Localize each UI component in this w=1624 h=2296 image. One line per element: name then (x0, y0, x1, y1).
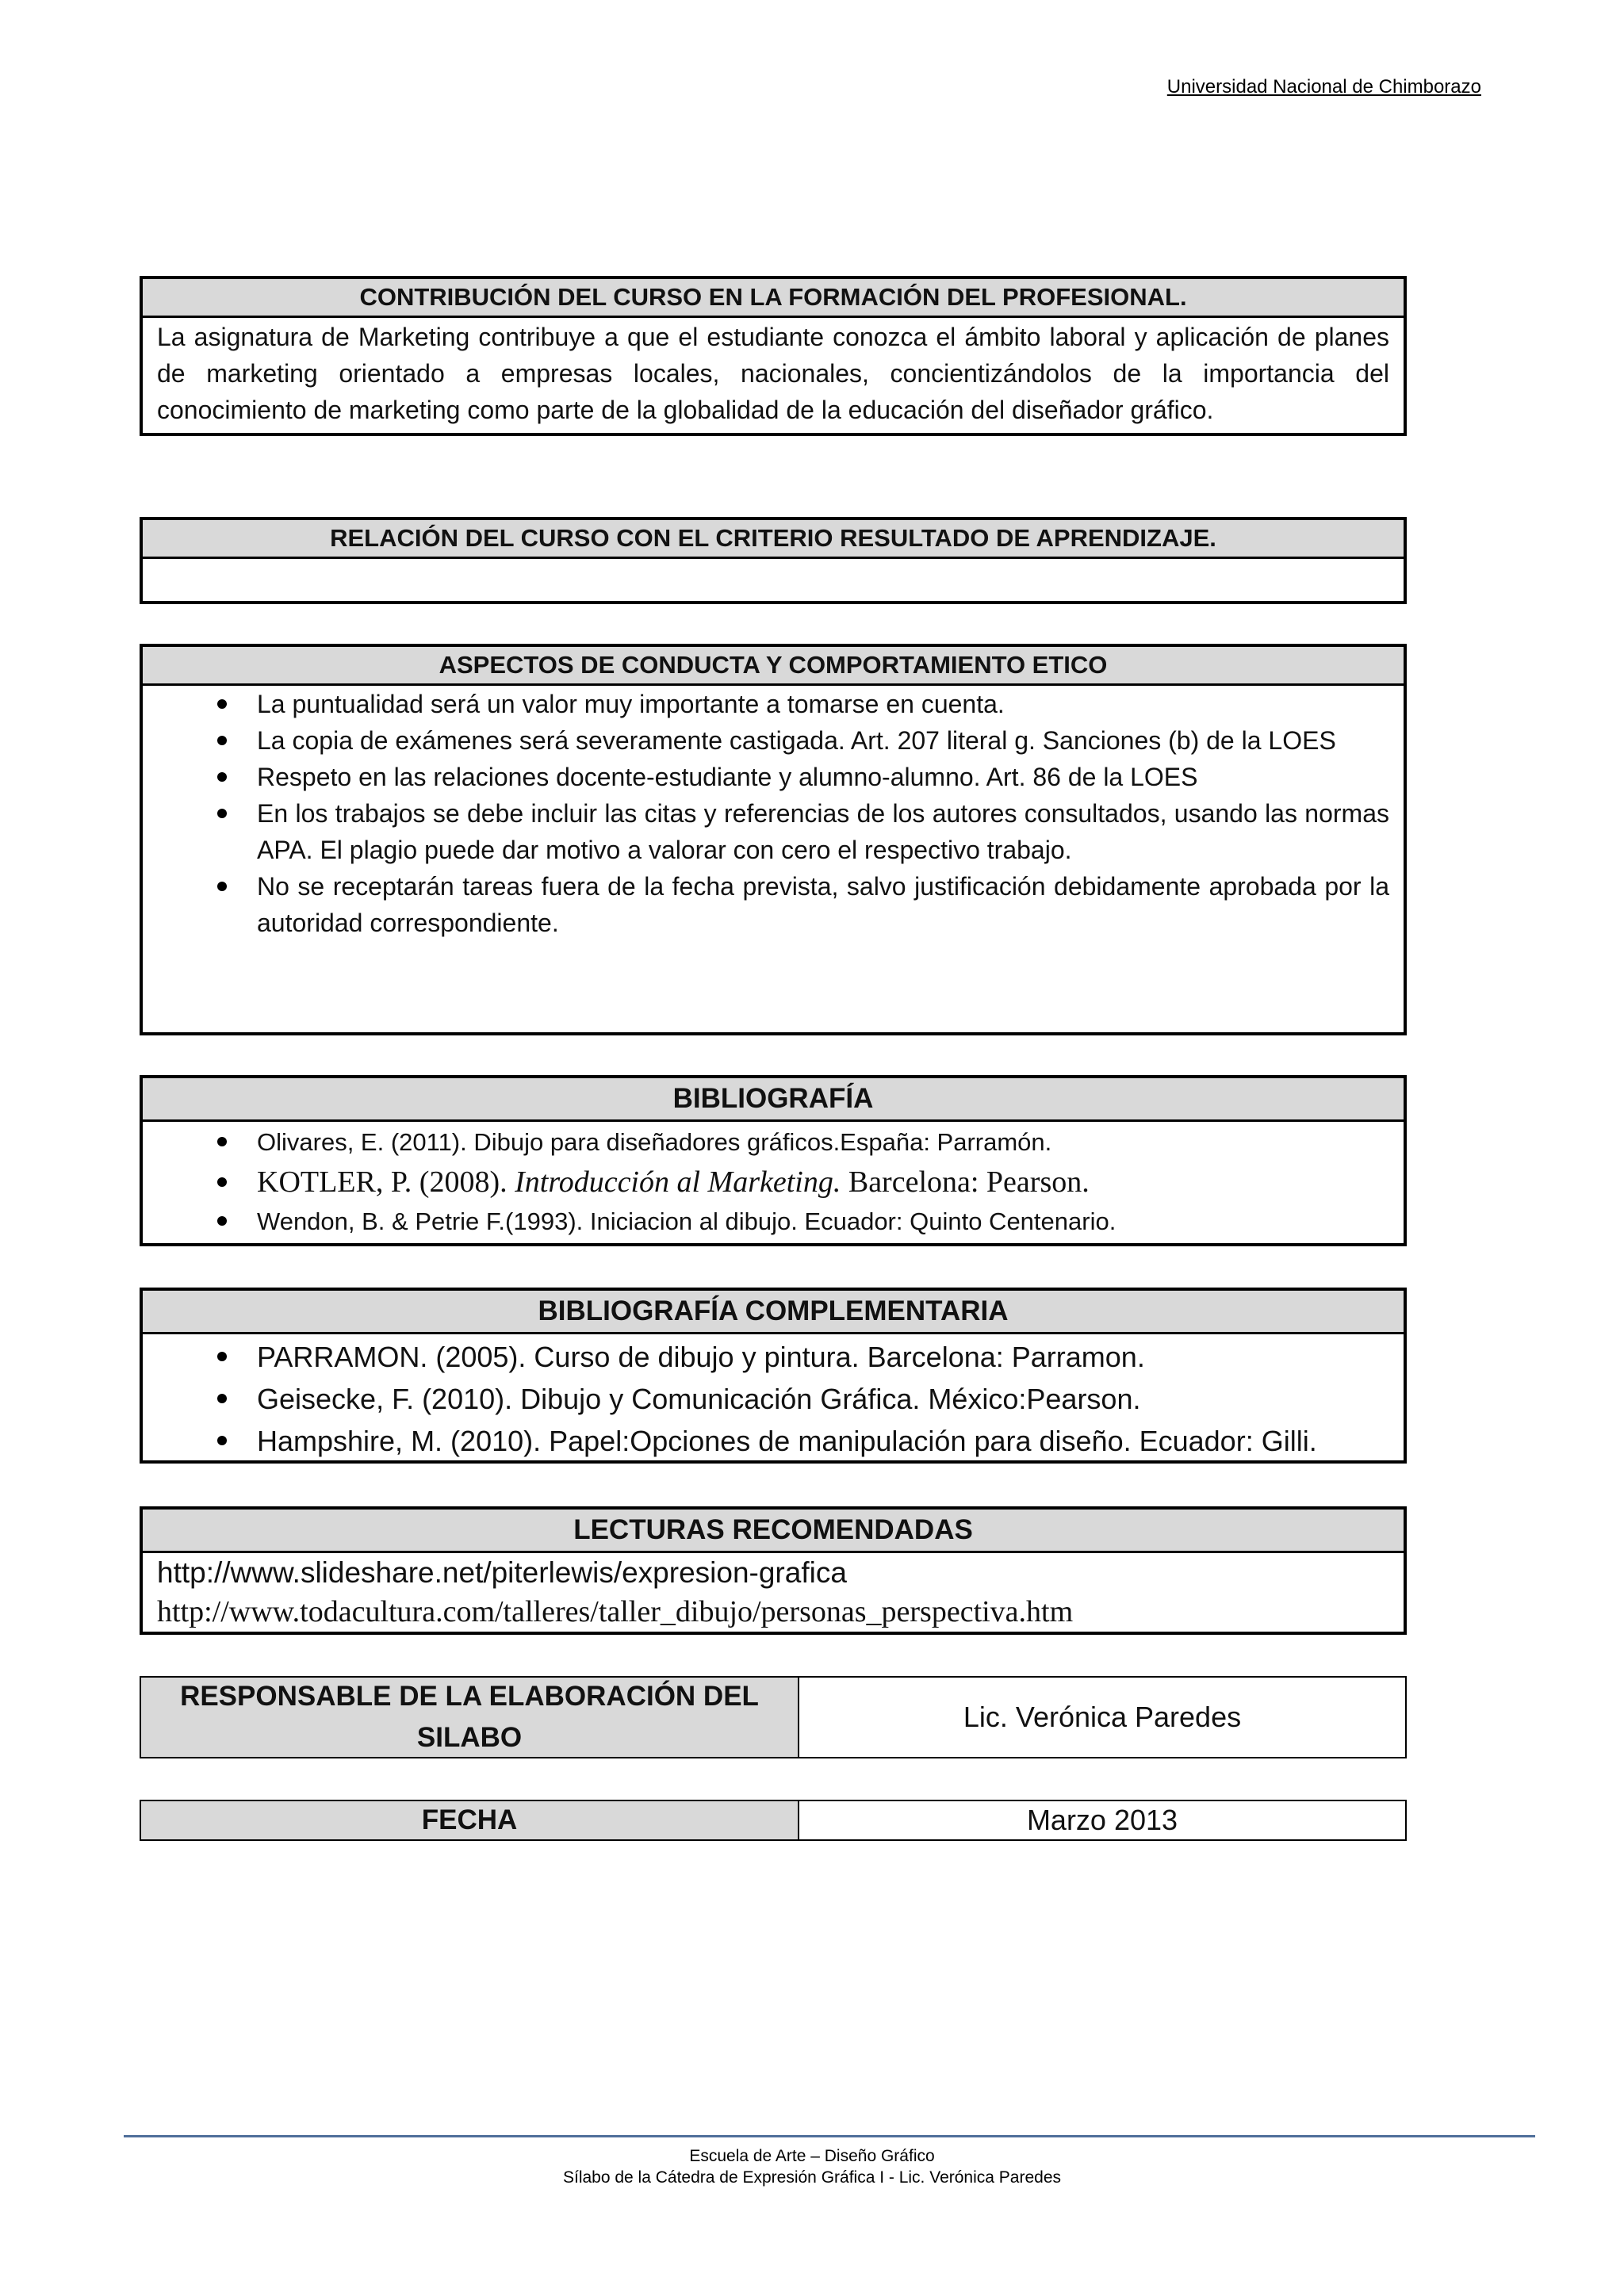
bullet-icon (217, 736, 227, 745)
list-item: Respeto en las relaciones docente-estudiante y alumno-alumno. Art. 86 de la LOES (157, 759, 1389, 795)
list-item: Olivares, E. (2011). Dibujo para diseñadores gráficos.España: Parramón. (157, 1123, 1389, 1161)
section-title: CONTRIBUCIÓN DEL CURSO EN LA FORMACIÓN DEL PROFESIONAL. (143, 279, 1404, 318)
page-header-institution: Universidad Nacional de Chimborazo (1166, 76, 1481, 98)
fecha-value: Marzo 2013 (1026, 1804, 1178, 1836)
bullet-icon (217, 772, 227, 782)
fecha-row (140, 1800, 1407, 1841)
section-title: LECTURAS RECOMENDADAS (143, 1510, 1404, 1553)
section-title: BIBLIOGRAFÍA (143, 1078, 1404, 1122)
section-title: RELACIÓN DEL CURSO CON EL CRITERIO RESULTADO DE APRENDIZAJE. (143, 520, 1404, 559)
list-item: En los trabajos se debe incluir las citas y referencias de los autores consultados, usando las normas APA. El plagio puede dar motivo a valorar con cero el respectivo trabajo. (157, 795, 1389, 868)
responsable-label: RESPONSABLE DE LA ELABORACIÓN DEL SILABO (141, 1678, 799, 1757)
section-text (143, 559, 1404, 564)
fecha-label: FECHA (141, 1801, 799, 1839)
responsable-value: Lic. Verónica Paredes (963, 1701, 1242, 1733)
section-title: BIBLIOGRAFÍA COMPLEMENTARIA (143, 1291, 1404, 1334)
section-relacion (140, 517, 1407, 604)
list-item: La copia de exámenes será severamente castigada. Art. 207 literal g. Sanciones (b) de la LOES (157, 722, 1389, 759)
section-text: La asignatura de Marketing contribuye a que el estudiante conozca el ámbito laboral y aplicación de planes de marketing orientado a empresas locales, nacionales, concientizándolos de la importancia del conocimiento de marketing como parte de la globalidad de la educación del diseñador gráfico. (157, 323, 1389, 424)
bullet-icon (217, 1394, 227, 1403)
list-item: No se receptarán tareas fuera de la fecha prevista, salvo justificación debidamente aprobada por la autoridad correspondiente. (157, 868, 1389, 941)
list-item: KOTLER, P. (2008). Introducción al Marketing. Barcelona: Pearson. (157, 1161, 1389, 1203)
bullet-icon (217, 699, 227, 709)
list-item: La puntualidad será un valor muy importante a tomarse en cuenta. (157, 686, 1389, 722)
footer-divider (124, 2135, 1535, 2137)
list-item: Hampshire, M. (2010). Papel:Opciones de manipulación para diseño. Ecuador: Gilli. (157, 1420, 1389, 1462)
section-bibliografia (140, 1075, 1407, 1246)
list-item: PARRAMON. (2005). Curso de dibujo y pintura. Barcelona: Parramon. (157, 1336, 1389, 1378)
bullet-icon (217, 1436, 227, 1445)
section-title: ASPECTOS DE CONDUCTA Y COMPORTAMIENTO ETICO (143, 647, 1404, 686)
bullet-icon (217, 809, 227, 818)
responsable-row (140, 1676, 1407, 1758)
bullet-icon (217, 1352, 227, 1361)
footer-line-1: Escuela de Arte – Diseño Gráfico (689, 2147, 935, 2165)
section-conducta (140, 644, 1407, 1035)
section-bibliografia-complementaria (140, 1288, 1407, 1464)
list-item: Wendon, B. & Petrie F.(1993). Iniciacion al dibujo. Ecuador: Quinto Centenario. (157, 1203, 1389, 1241)
recommended-link[interactable]: http://www.slideshare.net/piterlewis/expresion-grafica (157, 1556, 847, 1589)
bullet-icon (217, 882, 227, 891)
bullet-icon (217, 1177, 227, 1187)
section-lecturas (140, 1506, 1407, 1635)
section-contribucion (140, 276, 1407, 436)
bullet-icon (217, 1137, 227, 1146)
footer-line-2: Sílabo de la Cátedra de Expresión Gráfica I - Lic. Verónica Paredes (562, 2168, 1061, 2187)
recommended-link[interactable]: http://www.todacultura.com/talleres/taller_dibujo/personas_perspectiva.htm (157, 1595, 1074, 1628)
list-item: Geisecke, F. (2010). Dibujo y Comunicación Gráfica. México:Pearson. (157, 1378, 1389, 1420)
bullet-icon (217, 1216, 227, 1226)
